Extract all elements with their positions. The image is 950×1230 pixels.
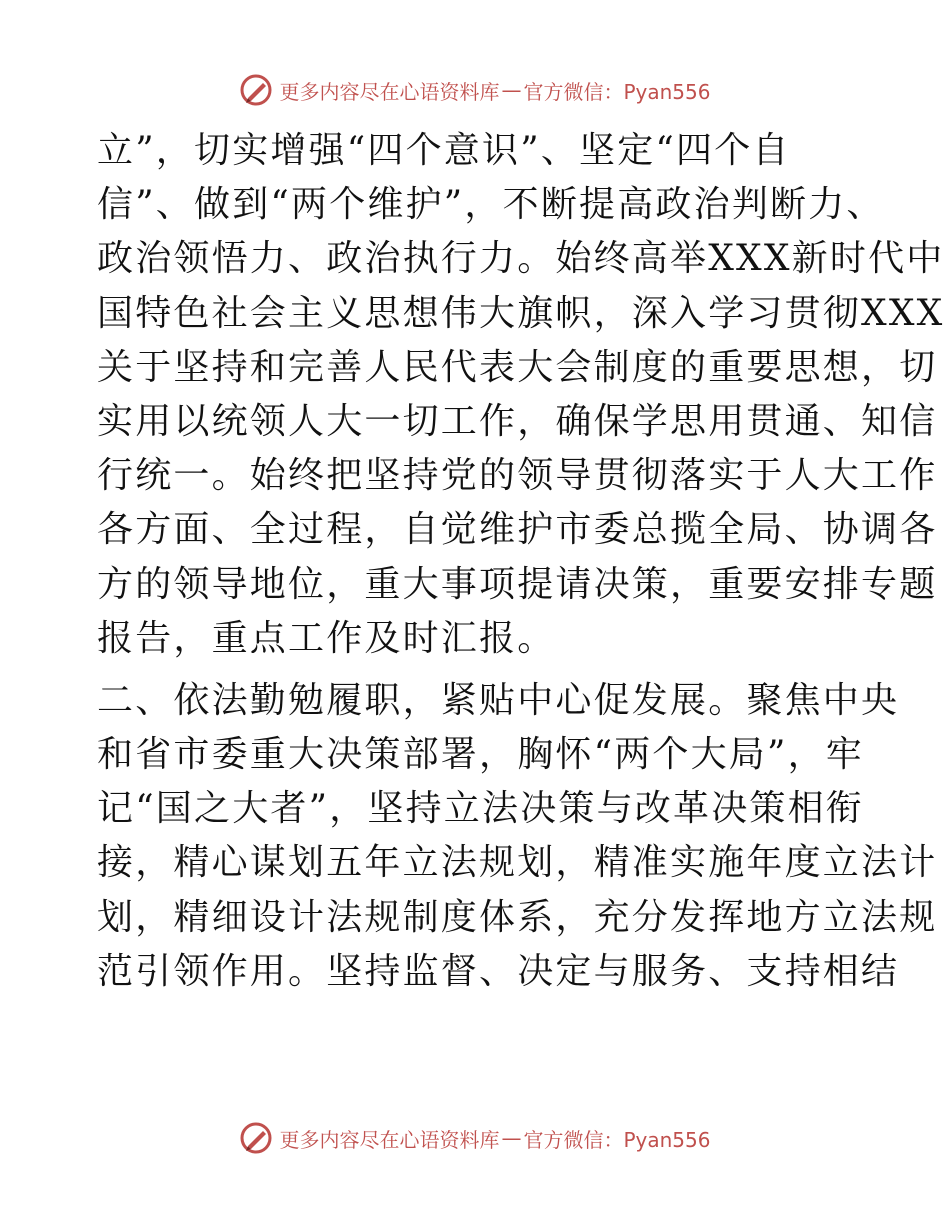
text-line: 和省市委重大决策部署，胸怀“两个大局”，牢 bbox=[97, 734, 865, 776]
text-line: 国特色社会主义思想伟大旗帜，深入学习贯彻XXX bbox=[97, 292, 945, 334]
text-line: 关于坚持和完善人民代表大会制度的重要思想，切 bbox=[97, 346, 938, 388]
pen-logo-icon bbox=[239, 73, 273, 107]
watermark-text: 更多内容尽在心语资料库 bbox=[279, 1127, 500, 1152]
text-line: 记“国之大者”，坚持立法决策与改革决策相衔 bbox=[97, 788, 865, 830]
text-line: 报告，重点工作及时汇报。 bbox=[97, 617, 556, 659]
text-line: 方的领导地位，重大事项提请决策，重要安排专题 bbox=[97, 563, 938, 605]
text-line: 行统一。始终把坚持党的领导贯彻落实于人大工作 bbox=[97, 455, 938, 497]
watermark-separator: — bbox=[501, 1126, 522, 1150]
text-line: 政治领悟力、政治执行力。始终高举XXX新时代中 bbox=[97, 238, 945, 280]
text-line: 接，精心谋划五年立法规划，精准实施年度立法计 bbox=[97, 842, 938, 884]
text-line: 划，精细设计法规制度体系，充分发挥地方立法规 bbox=[97, 896, 938, 938]
text-line: 二、依法勤勉履职，紧贴中心促发展。聚焦中央 bbox=[97, 679, 900, 721]
header-watermark bbox=[0, 70, 950, 110]
text-line: 实用以统领人大一切工作，确保学思用贯通、知信 bbox=[97, 400, 938, 442]
paragraph-2 bbox=[97, 674, 938, 999]
watermark-wechat: 官方微信：Pyan556 bbox=[523, 79, 711, 104]
text-line: 信”、做到“两个维护”，不断提高政治判断力、 bbox=[97, 184, 885, 226]
watermark-wechat: 官方微信：Pyan556 bbox=[523, 1127, 711, 1152]
watermark-text: 更多内容尽在心语资料库 bbox=[279, 79, 500, 104]
document-body bbox=[97, 124, 945, 999]
watermark-separator: — bbox=[501, 78, 522, 102]
paragraph-1 bbox=[97, 124, 945, 666]
text-line: 立”，切实增强“四个意识”、坚定“四个自 bbox=[97, 130, 791, 171]
text-line: 范引领作用。坚持监督、决定与服务、支持相结 bbox=[97, 950, 900, 992]
text-line: 各方面、全过程，自觉维护市委总揽全局、协调各 bbox=[97, 509, 938, 551]
pen-logo-icon bbox=[239, 1121, 273, 1155]
footer-watermark bbox=[0, 1118, 950, 1158]
